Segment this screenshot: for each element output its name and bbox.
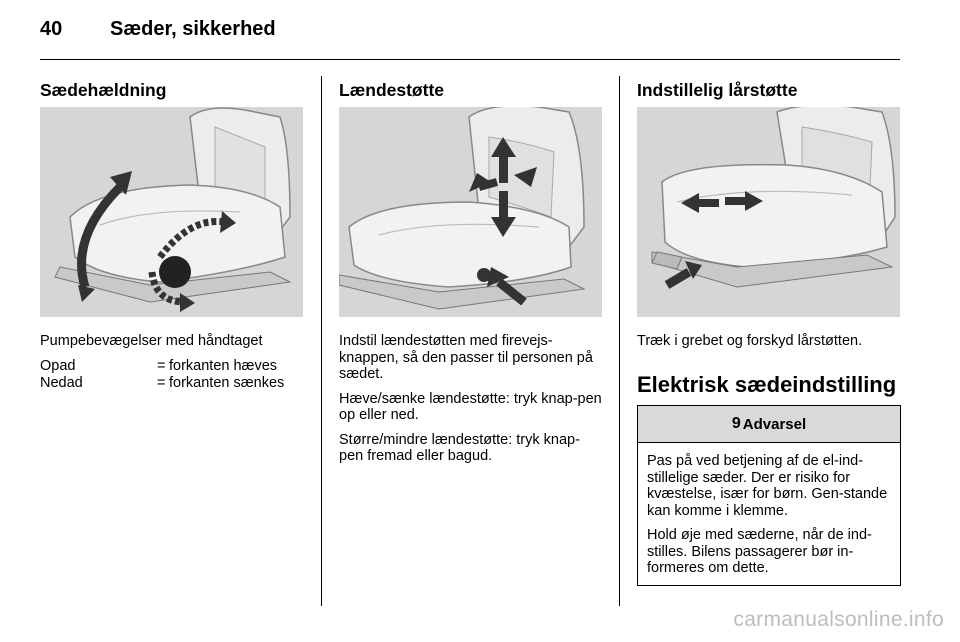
seat-tilt-title: Sædehældning — [40, 80, 167, 100]
seat-tilt-table — [40, 358, 284, 391]
seat-tilt-caption: Pumpebevægelser med håndtaget — [40, 333, 263, 349]
warning-box — [637, 405, 901, 586]
watermark: carmanualsonline.info — [733, 608, 944, 631]
lumbar-title: Lændestøtte — [339, 80, 444, 100]
table-row: Nedad = forkanten sænkes — [40, 374, 285, 391]
arrow-down-icon — [78, 285, 95, 302]
header-rule — [40, 59, 900, 60]
paragraph: Pas på ved betjening af de el-ind-stillelige sæder. Der er risiko for kvæstelse, især for børn. Gen-stande kan komme i klemme. — [647, 453, 888, 519]
section-title: Sæder, sikkerhed — [110, 18, 276, 40]
warning-header — [638, 406, 900, 443]
thigh-support-figure — [637, 107, 900, 317]
column-divider — [619, 76, 620, 606]
paragraph: Hold øje med sæderne, når de ind-stilles. Bilens passagerer bør in-formeres om dette. — [647, 527, 872, 576]
column-divider — [321, 76, 322, 606]
thigh-support-title: Indstillelig lårstøtte — [637, 80, 798, 100]
table-row: Opad = forkanten hæves — [40, 358, 278, 374]
paragraph: Indstil lændestøtten med firevejs-knappen, så den passer til personen på sædet. — [339, 333, 593, 382]
paragraph: Hæve/sænke lændestøtte: tryk knap-pen op eller ned. — [339, 390, 602, 423]
warning-icon: 9 — [731, 415, 741, 432]
paragraph: Større/mindre lændestøtte: tryk knap-pen fremad eller bagud. — [339, 431, 580, 464]
warning-body — [638, 443, 900, 585]
electric-seat-title: Elektrisk sædeindstilling — [637, 372, 897, 397]
page-number: 40 — [40, 18, 63, 40]
lumbar-figure — [339, 107, 602, 317]
seat-tilt-figure — [40, 107, 303, 317]
thigh-support-caption: Træk i grebet og forskyd lårstøtten. — [637, 333, 863, 349]
lumbar-text — [339, 333, 604, 473]
warning-label: Advarsel — [742, 415, 807, 433]
